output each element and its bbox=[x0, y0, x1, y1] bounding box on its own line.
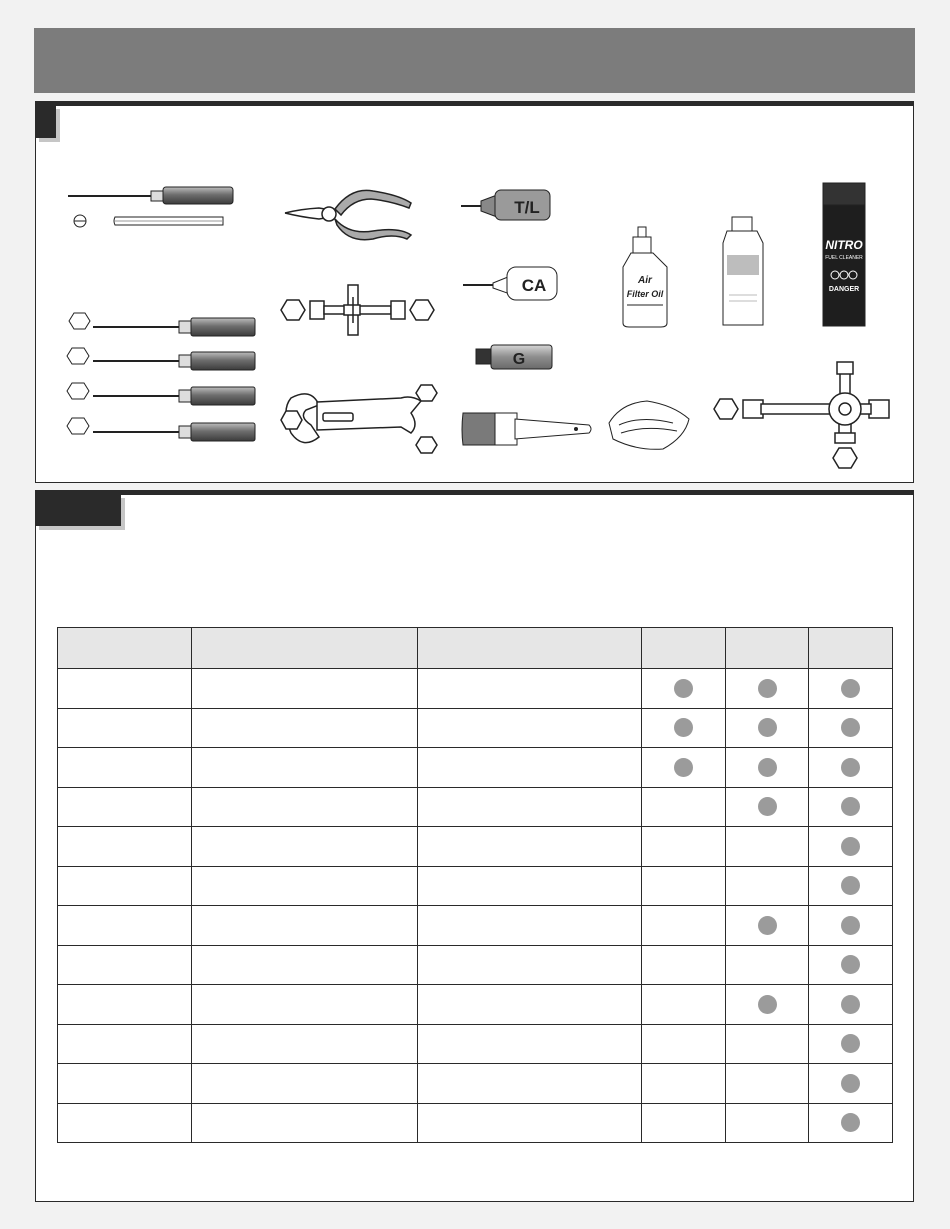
check-cell bbox=[642, 1024, 726, 1064]
check-cell bbox=[726, 787, 809, 827]
check-cell bbox=[642, 787, 726, 827]
check-dot bbox=[674, 679, 693, 698]
check-cell bbox=[809, 827, 893, 867]
table-cell bbox=[418, 748, 642, 788]
check-cell bbox=[726, 906, 809, 946]
check-cell bbox=[642, 1064, 726, 1104]
table-cell bbox=[192, 669, 418, 709]
nitro-sub-label: FUEL CLEANER bbox=[825, 255, 863, 261]
check-dot bbox=[758, 679, 777, 698]
table-row bbox=[58, 1103, 893, 1143]
table-cell bbox=[418, 669, 642, 709]
air-filter-oil-label-2: Filter Oil bbox=[626, 289, 664, 299]
check-cell bbox=[809, 1103, 893, 1143]
table-cell bbox=[58, 787, 192, 827]
table-cell bbox=[192, 866, 418, 906]
flat-screwdriver-icon bbox=[68, 187, 233, 227]
table-row bbox=[58, 827, 893, 867]
check-cell bbox=[809, 787, 893, 827]
table-row bbox=[58, 985, 893, 1025]
check-dot bbox=[841, 837, 860, 856]
air-filter-oil-bottle-icon bbox=[623, 227, 667, 327]
table-cell bbox=[192, 1064, 418, 1104]
table-cell bbox=[58, 708, 192, 748]
check-cell bbox=[726, 1024, 809, 1064]
check-cell bbox=[809, 1064, 893, 1104]
check-cell bbox=[809, 748, 893, 788]
check-dot bbox=[841, 758, 860, 777]
table-row bbox=[58, 669, 893, 709]
check-dot bbox=[758, 758, 777, 777]
check-dot bbox=[841, 1034, 860, 1053]
table-cell bbox=[418, 985, 642, 1025]
table-cell bbox=[192, 1103, 418, 1143]
tools-panel bbox=[35, 101, 914, 483]
grease-tube-icon bbox=[476, 345, 552, 369]
table-cell bbox=[192, 787, 418, 827]
table-cell bbox=[418, 906, 642, 946]
table-cell bbox=[192, 708, 418, 748]
tools-illustration bbox=[36, 106, 915, 488]
paint-brush-icon bbox=[462, 413, 591, 445]
table-cell bbox=[418, 1103, 642, 1143]
check-dot bbox=[841, 718, 860, 737]
table-cell bbox=[58, 1024, 192, 1064]
check-cell bbox=[642, 708, 726, 748]
threadlock-bottle-icon bbox=[461, 190, 550, 220]
ca-glue-bottle-icon bbox=[463, 267, 557, 300]
table-cell bbox=[418, 866, 642, 906]
check-dot bbox=[841, 916, 860, 935]
header-cell bbox=[58, 628, 192, 669]
table-cell bbox=[58, 669, 192, 709]
cross-socket-wrench-icon bbox=[281, 285, 434, 335]
table-row bbox=[58, 906, 893, 946]
spray-can-icon bbox=[723, 217, 763, 325]
check-cell bbox=[809, 866, 893, 906]
table-cell bbox=[418, 1024, 642, 1064]
table-cell bbox=[192, 827, 418, 867]
table-row bbox=[58, 708, 893, 748]
check-dot bbox=[758, 718, 777, 737]
table-cell bbox=[58, 1064, 192, 1104]
check-cell bbox=[726, 985, 809, 1025]
table-cell bbox=[418, 1064, 642, 1104]
check-dot bbox=[841, 955, 860, 974]
table-cell bbox=[192, 985, 418, 1025]
check-cell bbox=[642, 985, 726, 1025]
checklist-panel bbox=[35, 490, 914, 1202]
check-cell bbox=[809, 708, 893, 748]
table-cell bbox=[418, 827, 642, 867]
table-row bbox=[58, 945, 893, 985]
table-cell bbox=[418, 945, 642, 985]
page-header-bar bbox=[34, 28, 915, 93]
check-cell bbox=[726, 866, 809, 906]
table-cell bbox=[418, 787, 642, 827]
table-cell bbox=[58, 985, 192, 1025]
combo-wrench-icon bbox=[281, 385, 437, 453]
table-row bbox=[58, 787, 893, 827]
check-dot bbox=[841, 797, 860, 816]
table-row bbox=[58, 866, 893, 906]
table-cell bbox=[192, 748, 418, 788]
check-cell bbox=[642, 669, 726, 709]
table-row bbox=[58, 1024, 893, 1064]
table-cell bbox=[192, 945, 418, 985]
header-cell bbox=[418, 628, 642, 669]
check-cell bbox=[726, 708, 809, 748]
table-cell bbox=[58, 827, 192, 867]
table-cell bbox=[58, 1103, 192, 1143]
table-cell bbox=[58, 906, 192, 946]
four-way-wrench-icon bbox=[714, 362, 889, 468]
check-dot bbox=[841, 679, 860, 698]
nitro-cleaner-can-icon bbox=[823, 183, 865, 326]
check-cell bbox=[642, 827, 726, 867]
check-dot bbox=[674, 718, 693, 737]
checklist-table bbox=[57, 627, 893, 1143]
check-dot bbox=[674, 758, 693, 777]
check-cell bbox=[642, 906, 726, 946]
check-cell bbox=[809, 669, 893, 709]
check-cell bbox=[642, 1103, 726, 1143]
check-cell bbox=[726, 1064, 809, 1104]
table-cell bbox=[58, 748, 192, 788]
table-row bbox=[58, 748, 893, 788]
check-cell bbox=[809, 906, 893, 946]
table-header-row bbox=[58, 628, 893, 669]
check-cell bbox=[809, 985, 893, 1025]
threadlock-label: T/L bbox=[514, 198, 540, 217]
hex-driver-set-icon bbox=[67, 313, 255, 441]
table-cell bbox=[192, 906, 418, 946]
table-cell bbox=[58, 945, 192, 985]
checklist-section-tab bbox=[35, 494, 121, 526]
check-cell bbox=[642, 748, 726, 788]
check-dot bbox=[758, 797, 777, 816]
check-cell bbox=[726, 1103, 809, 1143]
table-cell bbox=[58, 866, 192, 906]
check-cell bbox=[726, 827, 809, 867]
header-cell bbox=[809, 628, 893, 669]
check-dot bbox=[758, 995, 777, 1014]
check-dot bbox=[841, 1113, 860, 1132]
table-row bbox=[58, 1064, 893, 1104]
grease-label: G bbox=[512, 351, 526, 368]
check-cell bbox=[809, 1024, 893, 1064]
check-cell bbox=[809, 945, 893, 985]
danger-label: DANGER bbox=[828, 286, 860, 293]
nitro-label: NITRO bbox=[825, 238, 863, 252]
check-dot bbox=[841, 1074, 860, 1093]
header-cell bbox=[726, 628, 809, 669]
header-cell bbox=[642, 628, 726, 669]
check-cell bbox=[642, 866, 726, 906]
check-cell bbox=[726, 945, 809, 985]
check-dot bbox=[841, 876, 860, 895]
check-cell bbox=[726, 669, 809, 709]
check-cell bbox=[642, 945, 726, 985]
table-cell bbox=[192, 1024, 418, 1064]
header-cell bbox=[192, 628, 418, 669]
check-cell bbox=[726, 748, 809, 788]
shop-rag-icon bbox=[609, 401, 689, 449]
air-filter-oil-label-1: Air bbox=[638, 275, 652, 286]
check-dot bbox=[841, 995, 860, 1014]
table-cell bbox=[418, 708, 642, 748]
ca-glue-label: CA bbox=[521, 276, 547, 295]
needle-nose-pliers-icon bbox=[285, 190, 411, 239]
check-dot bbox=[758, 916, 777, 935]
